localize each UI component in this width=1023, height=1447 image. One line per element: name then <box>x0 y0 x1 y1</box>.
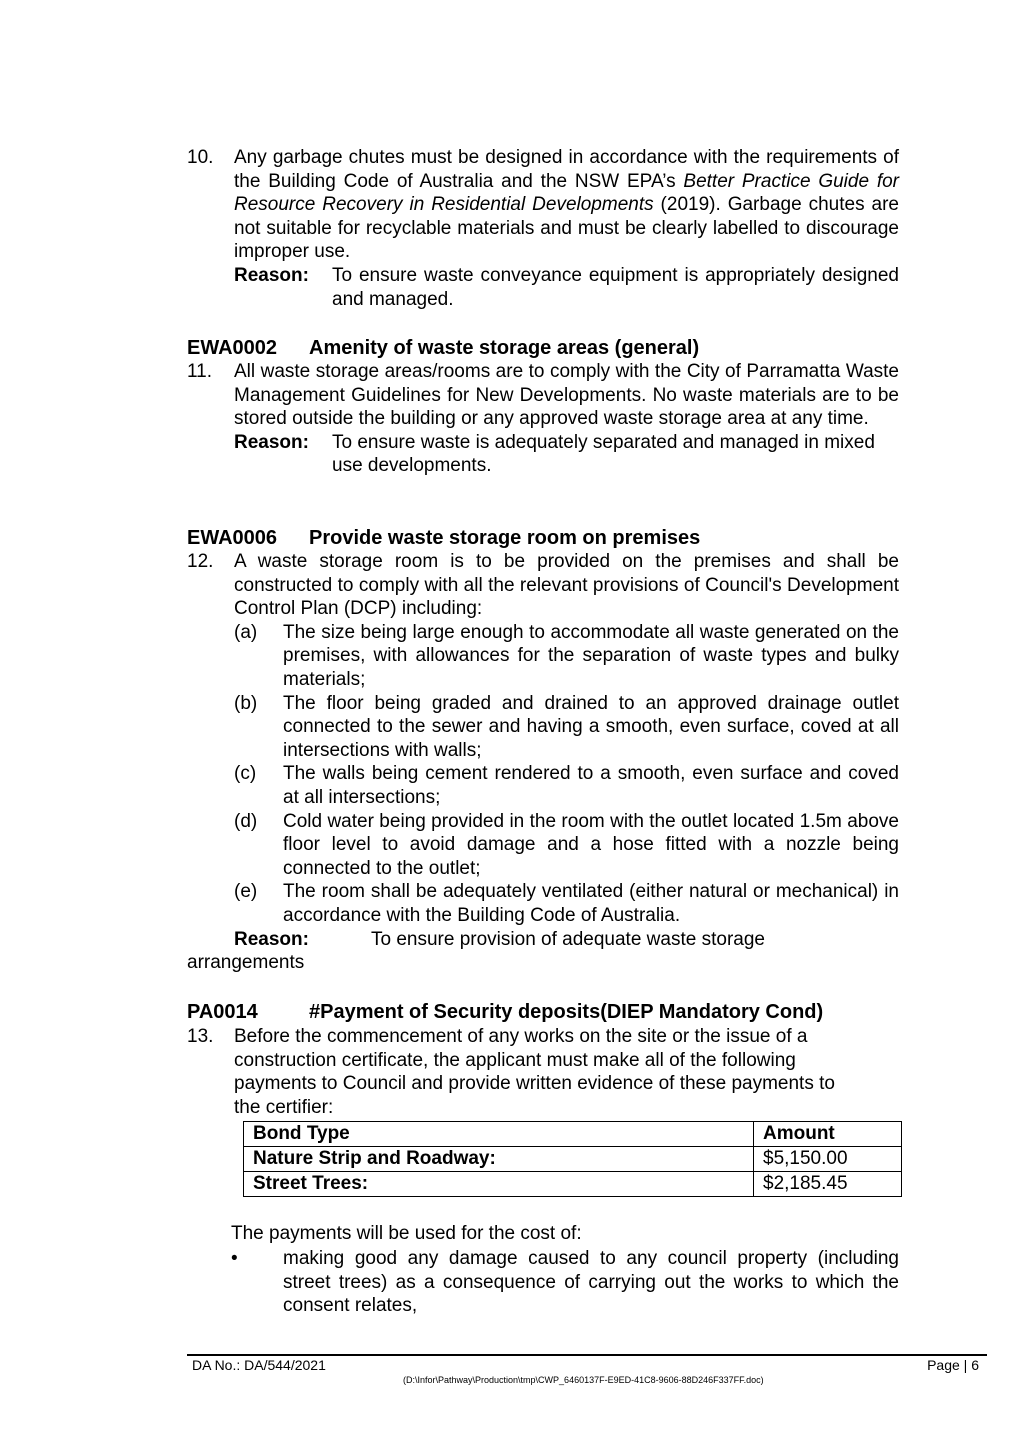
section-code: PA0014 <box>187 1001 258 1023</box>
list-item <box>234 810 899 881</box>
reason <box>234 928 899 952</box>
section-heading-ewa0006 <box>187 527 700 551</box>
condition-13 <box>187 1025 899 1119</box>
item-text: The floor being graded and drained to an approved drainage outlet connected to the sewer and having a smooth, even surface, coved at all intersections with walls; <box>283 692 899 761</box>
item-text: Cold water being provided in the room with the outlet located 1.5m above floor level to avoid damage and a hose fitted with a nozzle being connected to the outlet; <box>283 810 899 879</box>
section-heading-pa0014 <box>187 1001 823 1025</box>
list-item <box>234 880 899 927</box>
condition-text: All waste storage areas/rooms are to comply with the City of Parramatta Waste Management Guidelines for New Developments. No waste materials are to be stored outside the building or any approved waste storage area at any time. <box>234 361 899 430</box>
reason-label: Reason: <box>234 264 309 286</box>
section-code: EWA0002 <box>187 337 278 359</box>
reason-label: Reason: <box>234 928 309 950</box>
condition-10 <box>187 146 899 311</box>
condition-number: 11. <box>187 361 213 382</box>
condition-number: 10. <box>187 147 214 168</box>
section-title: Amenity of waste storage areas (general) <box>309 337 700 359</box>
amount-cell: $2,185.45 <box>754 1172 902 1197</box>
table-header-row <box>244 1122 902 1147</box>
reason <box>234 264 899 311</box>
table-header: Bond Type <box>244 1122 754 1147</box>
table-header: Amount <box>754 1122 902 1147</box>
reason-text: To ensure provision of adequate waste storage <box>371 928 765 950</box>
bullet-text: making good any damage caused to any council property (including street trees) as a consequence of carrying out the works to which the consent relates, <box>283 1248 899 1317</box>
list-item <box>234 762 899 809</box>
amount-cell: $5,150.00 <box>754 1147 902 1172</box>
condition-text: Any garbage chutes must be designed in accordance with the requirements of the Building Code of Australia and the NSW EPA’s Better Practice Guide for Resource Recovery in Residential Developments (2019). Garbage chutes are not suitable for recyclable materials and must be clearly labelled to discourage improper use. <box>234 147 899 263</box>
reason-text: To ensure waste is adequately separated and managed in mixed use developments. <box>332 431 875 477</box>
item-label: (b) <box>234 692 258 714</box>
condition-number: 13. <box>187 1026 214 1047</box>
reason-label: Reason: <box>234 431 309 453</box>
item-label: (d) <box>234 810 258 832</box>
bullet-icon: • <box>231 1248 238 1269</box>
payments-intro: The payments will be used for the cost of: <box>231 1223 582 1244</box>
condition-text: A waste storage room is to be provided on the premises and shall be constructed to comply with all the relevant provisions of Council's Development Control Plan (DCP) including: <box>234 551 899 620</box>
condition-11 <box>187 360 899 478</box>
section-code: EWA0006 <box>187 527 278 549</box>
bond-type-cell: Street Trees: <box>244 1172 754 1197</box>
condition-12 <box>187 550 899 975</box>
condition-text: Before the commencement of any works on the site or the issue of a construction certificate, the applicant must make all of the following payments to Council and provide written evidence of these payments to the certifier: <box>234 1026 835 1118</box>
item-text: The walls being cement rendered to a smooth, even surface and coved at all intersections; <box>283 763 899 808</box>
bond-table <box>243 1121 902 1197</box>
reason-text-wrap: arrangements <box>187 952 305 974</box>
section-heading-ewa0002 <box>187 337 699 361</box>
da-number: DA No.: DA/544/2021 <box>192 1357 326 1373</box>
section-title: #Payment of Security deposits(DIEP Mandatory Cond) <box>309 1001 824 1023</box>
page-number: Page | 6 <box>927 1357 979 1373</box>
item-text: The size being large enough to accommodate all waste generated on the premises, with allowances for the separation of waste types and bulky materials; <box>283 621 899 690</box>
item-label: (e) <box>234 881 258 903</box>
footer-divider <box>187 1354 987 1356</box>
item-label: (c) <box>234 763 257 785</box>
item-label: (a) <box>234 621 258 643</box>
section-title: Provide waste storage room on premises <box>309 527 701 549</box>
reason-text: To ensure waste conveyance equipment is appropriately designed and managed. <box>332 264 899 310</box>
table-row <box>244 1147 902 1172</box>
table-row <box>244 1172 902 1197</box>
bond-type-cell: Nature Strip and Roadway: <box>244 1147 754 1172</box>
list-item <box>234 692 899 763</box>
guide-title: Better Practice Guide for Resource Recovery in Residential Developments <box>234 170 899 216</box>
list-item <box>231 1247 899 1318</box>
reason <box>234 431 899 478</box>
condition-number: 12. <box>187 551 214 572</box>
list-item <box>234 621 899 692</box>
file-path: (D:\Infor\Pathway\Production\tmp\CWP_6460137F-E9ED-41C8-9606-88D246F337FF.doc) <box>403 1375 764 1385</box>
item-text: The room shall be adequately ventilated (either natural or mechanical) in accordance with the Building Code of Australia. <box>283 881 899 926</box>
